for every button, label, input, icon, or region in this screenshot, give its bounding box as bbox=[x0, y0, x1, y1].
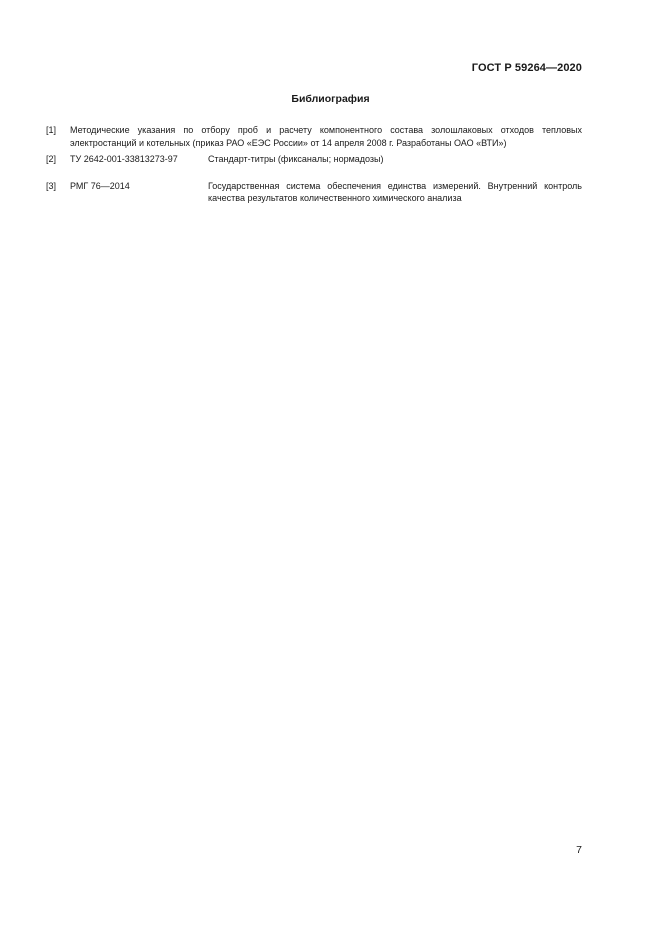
bibliography-entry-code: ТУ 2642-001-33813273-97 bbox=[70, 154, 178, 164]
page-number: 7 bbox=[576, 844, 582, 856]
bibliography-entry-number: [2] bbox=[46, 154, 57, 164]
bibliography-entry-number: [1] bbox=[46, 125, 57, 135]
bibliography-entry-title: Государственная система обеспечения единства измерений. Внутренний контроль качества результатов количественного химического анализа bbox=[208, 180, 582, 203]
bibliography-entry-text: Методические указания по отбору проб и расчету компонентного состава золошлаковых отходов тепловых электростанций и котельных (приказ РАО «ЕЭС России» от 14 апреля 2008 г. Разработаны ОАО «ВТИ») bbox=[70, 125, 582, 148]
bibliography-entry-code: РМГ 76—2014 bbox=[70, 180, 130, 191]
bibliography-entry-1 bbox=[46, 124, 582, 149]
bibliography-entry-2 bbox=[46, 153, 582, 166]
bibliography-entry-title: Стандарт-титры (фиксаналы; нормадозы) bbox=[208, 154, 384, 164]
bibliography-entry-3 bbox=[46, 180, 582, 205]
bibliography-list bbox=[46, 124, 582, 209]
section-title: Библиография bbox=[291, 93, 370, 105]
standard-code: ГОСТ Р 59264—2020 bbox=[471, 62, 582, 74]
bibliography-entry-number: [3] bbox=[46, 180, 57, 191]
